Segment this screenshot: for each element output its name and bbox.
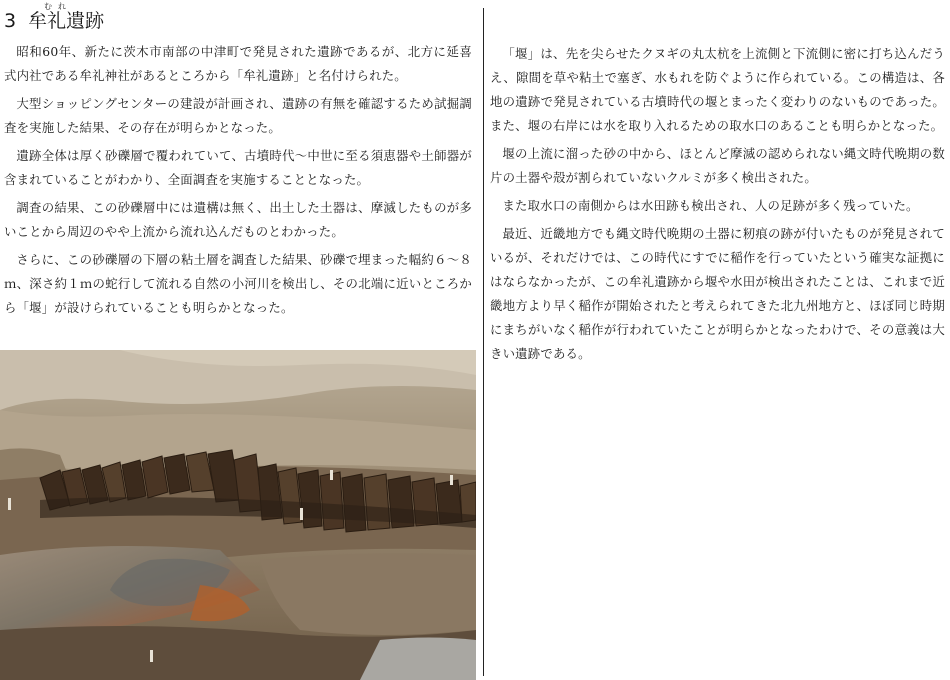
- excavation-photo: [0, 350, 476, 680]
- paragraph: 最近、近畿地方でも縄文時代晩期の土器に籾痕の跡が付いたものが発見されているが、それだけでは、この時代にすでに稲作を行っていたという確実な証拠にはならなかったが、この牟礼遺跡から堰や水田が検出されたことは、これまで近畿地方より早く稲作が開始されたと考えられてきた北九州地方と、ほぼ同じ時期にまちがいなく稲作が行われていたことが明らかとなったわけで、その意義は大きい遺跡である。: [490, 226, 945, 361]
- section-number: 3: [4, 10, 17, 32]
- paragraph: また取水口の南側からは水田跡も検出され、人の足跡が多く残っていた。: [502, 198, 919, 213]
- left-body-text: [4, 40, 472, 324]
- section-title: [4, 6, 104, 36]
- section-title-text: 牟礼遺跡: [28, 10, 105, 32]
- paragraph: 大型ショッピングセンターの建設が計画され、遺跡の有無を確認するため試掘調査を実施した結果、その存在が明らかとなった。: [4, 96, 472, 135]
- paragraph: さらに、この砂礫層の下層の粘土層を調査した結果、砂礫で埋まった幅約６～８ｍ、深さ約１ｍの蛇行して流れる自然の小河川を検出し、その北端に近いところから「堰」が設けられていることも明らかとなった。: [4, 252, 472, 315]
- right-column: [490, 0, 945, 680]
- weir-excavation-image: [0, 350, 476, 680]
- paragraph: 調査の結果、この砂礫層中には遺構は無く、出土した土器は、摩滅したものが多いことから周辺のやや上流から流れ込んだものとわかった。: [4, 200, 472, 239]
- paragraph: 遺跡全体は厚く砂礫層で覆われていて、古墳時代～中世に至る須恵器や土師器が含まれていることがわかり、全面調査を実施することとなった。: [4, 148, 472, 187]
- right-body-text: [490, 42, 945, 370]
- column-divider: [483, 8, 484, 676]
- paragraph: 「堰」は、先を尖らせたクヌギの丸太杭を上流側と下流側に密に打ち込んだうえ、隙間を草や粘土で塞ぎ、水もれを防ぐように作られている。この構造は、各地の遺跡で発見されている古墳時代の堰とまったく変わりのないものであった。また、堰の右岸には水を取り入れるための取水口のあることも明らかとなった。: [490, 46, 945, 133]
- title-ruby: むれ: [44, 2, 72, 11]
- paragraph: 堰の上流に溜った砂の中から、ほとんど摩滅の認められない縄文時代晩期の数片の土器や殻が割られていないクルミが多く検出された。: [490, 146, 945, 185]
- paragraph: 昭和60年、新たに茨木市南部の中津町で発見された遺跡であるが、北方に延喜式内社である牟礼神社があるところから「牟礼遺跡」と名付けられた。: [4, 44, 472, 83]
